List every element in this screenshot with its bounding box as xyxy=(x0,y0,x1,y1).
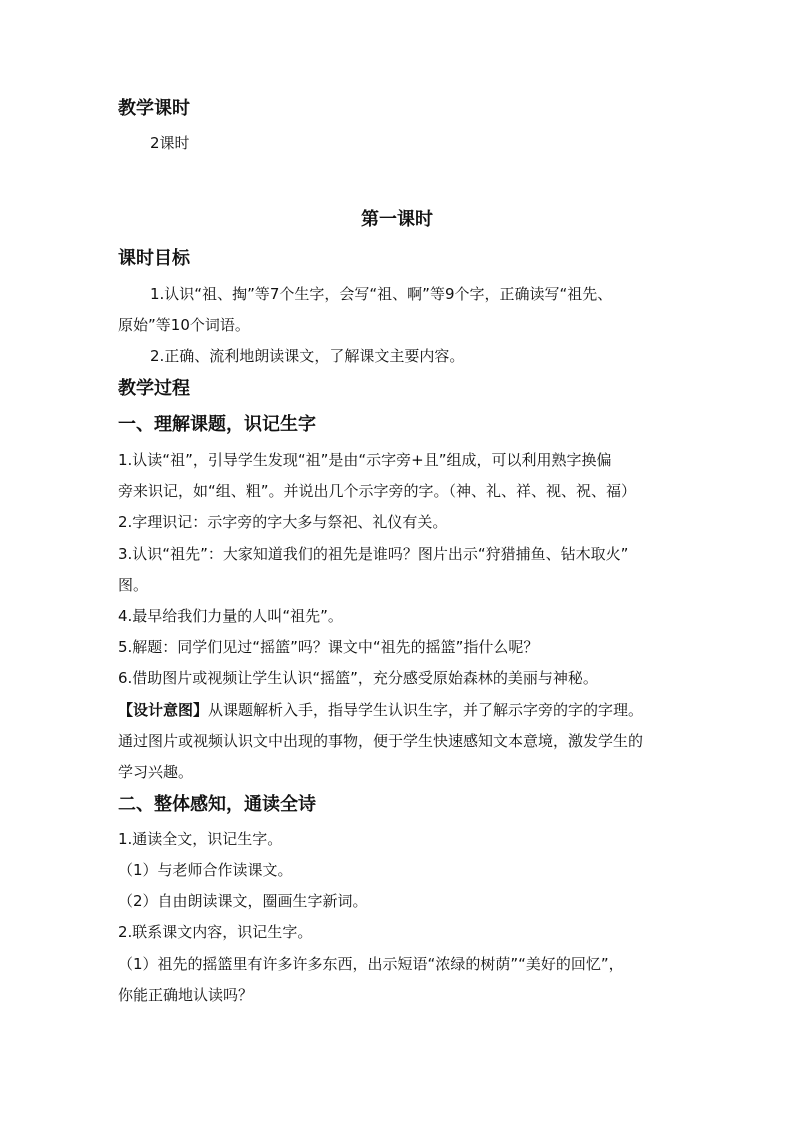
s2-item1-sub2: （2）自由朗读课文，圈画生字新词。 xyxy=(118,892,368,910)
s1-item5: 5.解题：同学们见过“摇篮”吗？课文中“祖先的摇篮”指什么呢？ xyxy=(118,638,539,656)
process-heading: 教学过程 xyxy=(118,378,190,399)
s2-item2: 2.联系课文内容，识记生字。 xyxy=(118,923,313,941)
s1-item6: 6.借助图片或视频让学生认识“摇篮”，充分感受原始森林的美丽与神秘。 xyxy=(118,669,598,687)
objective-1-line2: 原始”等10个词语。 xyxy=(118,316,250,334)
design-intent-label: 【设计意图】 xyxy=(118,701,209,719)
s1-item4: 4.最早给我们力量的人叫“祖先”。 xyxy=(118,607,343,625)
objectives-heading: 课时目标 xyxy=(118,248,190,269)
objective-2: 2.正确、流利地朗读课文，了解课文主要内容。 xyxy=(150,347,465,365)
section1-heading: 一、理解课题，识记生字 xyxy=(118,414,316,435)
s1-item2: 2.字理识记：示字旁的字大多与祭祀、礼仪有关。 xyxy=(118,513,448,531)
design-intent-line1 xyxy=(118,700,643,720)
objective-1-line1: 1.认识“祖、掏”等7个生字，会写“祖、啊”等9个字，正确读写“祖先、 xyxy=(150,285,613,303)
design-intent-line2: 通过图片或视频认识文中出现的事物，便于学生快速感知文本意境，激发学生的 xyxy=(118,732,644,750)
s1-item3-line1: 3.认识“祖先”：大家知道我们的祖先是谁吗？图片出示“狩猎捕鱼、钻木取火” xyxy=(118,545,629,563)
s2-item2-sub1-line1: （1）祖先的摇篮里有许多许多东西，出示短语“浓绿的树荫”“美好的回忆”， xyxy=(118,955,624,973)
s2-item1: 1.通读全文，识记生字。 xyxy=(118,830,283,848)
s1-item1-line1: 1.认读“祖”，引导学生发现“祖”是由“示字旁+且”组成，可以利用熟字换偏 xyxy=(118,451,612,469)
lesson-title: 第一课时 xyxy=(361,209,433,230)
s1-item1-line2: 旁来识记，如“组、粗”。并说出几个示字旁的字。（神、礼、祥、视、祝、福） xyxy=(118,482,637,500)
design-intent-text: 从课题解析入手，指导学生认识生字，并了解示字旁的字的字理。 xyxy=(208,701,644,719)
section2-heading: 二、整体感知，通读全诗 xyxy=(118,794,316,815)
s2-item1-sub1: （1）与老师合作读课文。 xyxy=(118,861,293,879)
teaching-hours-value: 2课时 xyxy=(150,134,190,152)
teaching-hours-heading: 教学课时 xyxy=(118,98,190,119)
s1-item3-line2: 图。 xyxy=(118,576,149,594)
s2-item2-sub1-line2: 你能正确地认读吗？ xyxy=(118,986,254,1004)
design-intent-line3: 学习兴趣。 xyxy=(118,763,194,781)
